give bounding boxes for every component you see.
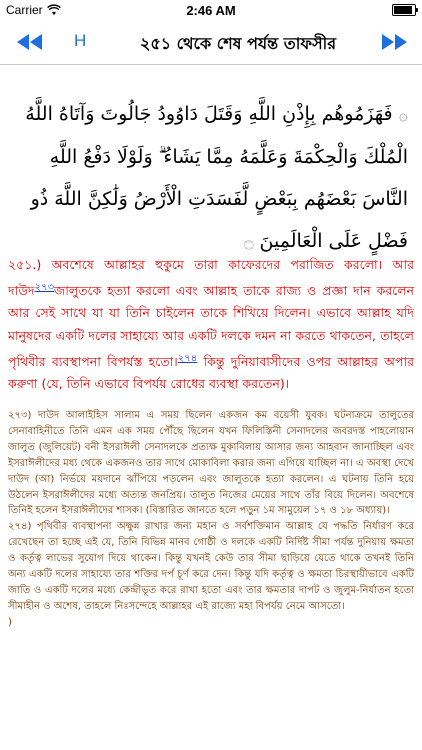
carrier-label: Carrier — [6, 3, 43, 17]
footnote-274: ২৭৪) পৃথিবীর ব্যবস্থাপনা অক্ষুন্ন রাখার জন্য মহান ও সর্বশক্তিমান আল্লাহ যে পদ্ধতি নির্ধারণ করে রেখেছেন তা হচ্ছে এই যে, তিনি বিভিন্ন মানব গোষ্ঠী ও দলকে একটি নির্দিষ্ট সীমা পর্যন্ত দুনিয়ায় ক্ষমতা ও কর্তৃত্ব লাভের সুযোগ দিয়ে থাকেন। কিন্তু যখনই কেউ তার সীমা ছাড়িয়ে যেতে থাকে তখনই তিনি অন্য একটি দলের সাহায্যে তার শক্তির দর্প চূর্ণ করে দেন। কিন্তু যদি কর্তৃত্ব ও ক্ষমতা চিরস্থায়ীভাবে একটি জাতি ও একটি দলের মধ্যে কেন্দ্রীভূত করে রাখা হতো এবং তার ক্ষমতার দাপট ও জুলুম-নির্যাতন হতো সীমাহীন ও অশেষ, তাহলে নিঃসন্দেহে আল্লাহর এই রাজ্যে মহা বিপর্যয় নেমে আসতো। — [8, 521, 414, 612]
footnote-ref-273[interactable]: ২৭৩ — [34, 281, 55, 293]
previous-button[interactable] — [12, 29, 48, 55]
footnote-closing: ) — [8, 616, 12, 628]
navigation-bar — [0, 20, 422, 65]
tafsir-part-1: ২৫১.) অবশেষে আল্লাহর হুকুমে তারা কাফেরদের পরাজিত করলো। আর দাউদ — [8, 257, 414, 298]
footnotes — [8, 408, 414, 750]
battery-icon — [392, 4, 416, 16]
page-title: ২৫১ থেকে শেষ পর্যন্ত তাফসীর — [139, 34, 337, 53]
double-arrow-left-icon — [17, 34, 43, 50]
verse-end-mark: ۝ — [244, 232, 254, 251]
h-button[interactable]: H — [74, 31, 87, 50]
tafsir-main-text — [8, 254, 414, 396]
footnote-273: ২৭৩) দাউদ আলাইহিস সালাম এ সময় ছিলেন একজন কম বয়েসী যুবক। ঘটনাক্রমে তালুতের সেনাবাহিনীতে তিনি এমন এক সময় পৌঁছে ছিলেন যখন ফিলিস্তিনী সেনাদলের জবরদস্ত পাহলোয়ান জালুত (জুলিয়েট) বনী ইসরাঈলী সেনাদলকে প্রত্যক্ষ মুকাবিলায় আসার জন্য আহবান জানাচ্ছিল এবং ইসরাঈলীদের মধ্য থেকে একজনও তার সাথে মোকাবিলা করার জন্য এগিয়ে যাচ্ছিল না। এ অবস্থা দেখে দাউদ (আ) নির্ভয়ে ময়দানে ঝাঁপিয়ে পড়লেন এবং জালুতকে হত্যা করলেন। এ ঘটনায় তিনি হয়ে উঠলেন ইসরাঈলীদের মধ্যে অত্যন্ত জনপ্রিয়। তালুত নিজের মেয়ের সাথে তাঁর বিয়ে দিলেন। অবশেষে তিনিই হলেন ইসরাঈলীদের শাসক। (বিস্তারিত জানতে হলে পড়ুন ১ম সামুয়েল ১৭ ও ১৮ অধ্যায়)। — [8, 410, 414, 517]
battery-fill — [394, 6, 412, 14]
arabic-verse-text: فَهَزَمُوهُم بِإِذْنِ اللَّهِ وَقَتَلَ دَاوُودُ جَالُوتَ وَآتَاهُ اللَّهُ الْمُلْكَ وَالْحِكْمَةَ وَعَلَّمَهُ مِمَّا يَشَاءُ ۗ وَلَوْلَا دَفْعُ اللَّهِ النَّاسَ بَعْضَهُم بِبَعْضٍ لَّفَسَدَتِ الْأَرْضُ وَلَٰكِنَّ اللَّهَ ذُو فَضْلٍ عَلَى الْعَالَمِينَ — [25, 103, 408, 252]
footnote-ref-274[interactable]: ২৭৪ — [177, 352, 198, 364]
carrier-group — [6, 3, 61, 17]
verse-start-icon: ۞ — [398, 105, 408, 124]
next-button[interactable] — [376, 29, 412, 55]
tafsir-part-2: জালুতকে হত্যা করলো এবং আল্লাহ তাকে রাজ্য ও প্রজ্ঞা দান করলেন আর সেই সাথে যা যা তিনি চাইলেন তাকে শিখিয়ে দিলেন। এভাবে আল্লাহ যদি মানুষদের একটি দলের সাহায্যে আর একটি দলকে দমন না করতে থাকতেন, তাহলে পৃথিবীর ব্যবস্থাপনা বিপর্যস্ত হতো। — [8, 282, 414, 369]
arabic-verse — [14, 93, 408, 252]
tafsir-part-3: কিন্তু দুনিয়াবাসীদের ওপর আল্লাহর অপার করুণা (যে, তিনি এভাবে বিপর্যয় রোধের ব্যবস্থা করতেন)। — [8, 353, 414, 392]
status-time: 2:46 AM — [186, 2, 236, 18]
wifi-icon — [47, 5, 61, 16]
double-arrow-right-icon — [381, 34, 407, 50]
status-bar — [0, 0, 422, 20]
